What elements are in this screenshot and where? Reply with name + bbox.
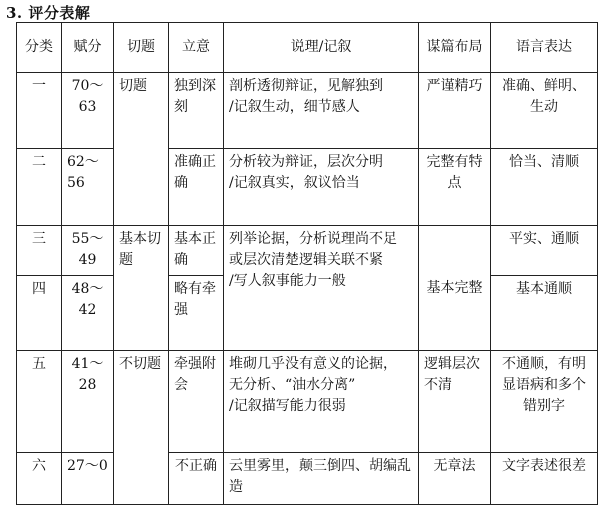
theme-cell: 略有牵强 xyxy=(169,276,224,351)
structure-cell: 逻辑层次不清 xyxy=(419,351,491,453)
category-cell: 五 xyxy=(17,351,62,453)
structure-cell: 完整有特点 xyxy=(419,149,491,226)
score-cell: 48～42 xyxy=(62,276,114,351)
language-cell: 文字表述很差 xyxy=(491,453,598,505)
score-cell: 27～0 xyxy=(62,453,114,505)
header-theme: 立意 xyxy=(169,23,224,73)
argument-cell: 堆砌几乎没有意义的论据， 无分析、“油水分离” /记叙描写能力很弱 xyxy=(224,351,419,453)
argument-cell: 列举论据，分析说理尚不足 或层次清楚逻辑关联不紧 /写人叙事能力一般 xyxy=(224,226,419,351)
category-cell: 一 xyxy=(17,73,62,149)
language-cell: 准确、鲜明、生动 xyxy=(491,73,598,149)
language-cell: 平实、通顺 xyxy=(491,226,598,276)
score-cell: 70～63 xyxy=(62,73,114,149)
on-topic-cell: 基本切题 xyxy=(114,226,169,351)
language-cell: 不通顺，有明显语病和多个错别字 xyxy=(491,351,598,453)
header-score: 赋分 xyxy=(62,23,114,73)
header-category: 分类 xyxy=(17,23,62,73)
table-row xyxy=(17,351,598,453)
theme-cell: 基本正确 xyxy=(169,226,224,276)
table-header-row xyxy=(17,23,598,73)
theme-cell: 不正确 xyxy=(169,453,224,505)
structure-cell: 无章法 xyxy=(419,453,491,505)
table-row xyxy=(17,453,598,505)
header-argument: 说理/记叙 xyxy=(224,23,419,73)
language-cell: 基本通顺 xyxy=(491,276,598,351)
category-cell: 二 xyxy=(17,149,62,226)
language-cell: 恰当、清顺 xyxy=(491,149,598,226)
header-structure: 谋篇布局 xyxy=(419,23,491,73)
on-topic-cell: 不切题 xyxy=(114,351,169,505)
table-row xyxy=(17,73,598,149)
category-cell: 六 xyxy=(17,453,62,505)
table-row xyxy=(17,226,598,276)
header-language: 语言表达 xyxy=(491,23,598,73)
theme-cell: 独到深刻 xyxy=(169,73,224,149)
scoring-rubric-table xyxy=(16,22,598,505)
table-row xyxy=(17,149,598,226)
on-topic-cell: 切题 xyxy=(114,73,169,226)
argument-cell: 分析较为辩证，层次分明 /记叙真实，叙议恰当 xyxy=(224,149,419,226)
score-cell: 62～56 xyxy=(62,149,114,226)
argument-cell: 剖析透彻辩证，见解独到 /记叙生动，细节感人 xyxy=(224,73,419,149)
argument-cell: 云里雾里，颠三倒四、胡编乱造 xyxy=(224,453,419,505)
theme-cell: 牵强附会 xyxy=(169,351,224,453)
score-cell: 55～49 xyxy=(62,226,114,276)
structure-cell: 严谨精巧 xyxy=(419,73,491,149)
score-cell: 41～28 xyxy=(62,351,114,453)
section-heading: 3. 评分表解 xyxy=(6,4,91,22)
header-on-topic: 切题 xyxy=(114,23,169,73)
structure-cell: 基本完整 xyxy=(419,226,491,351)
theme-cell: 准确正确 xyxy=(169,149,224,226)
category-cell: 四 xyxy=(17,276,62,351)
category-cell: 三 xyxy=(17,226,62,276)
